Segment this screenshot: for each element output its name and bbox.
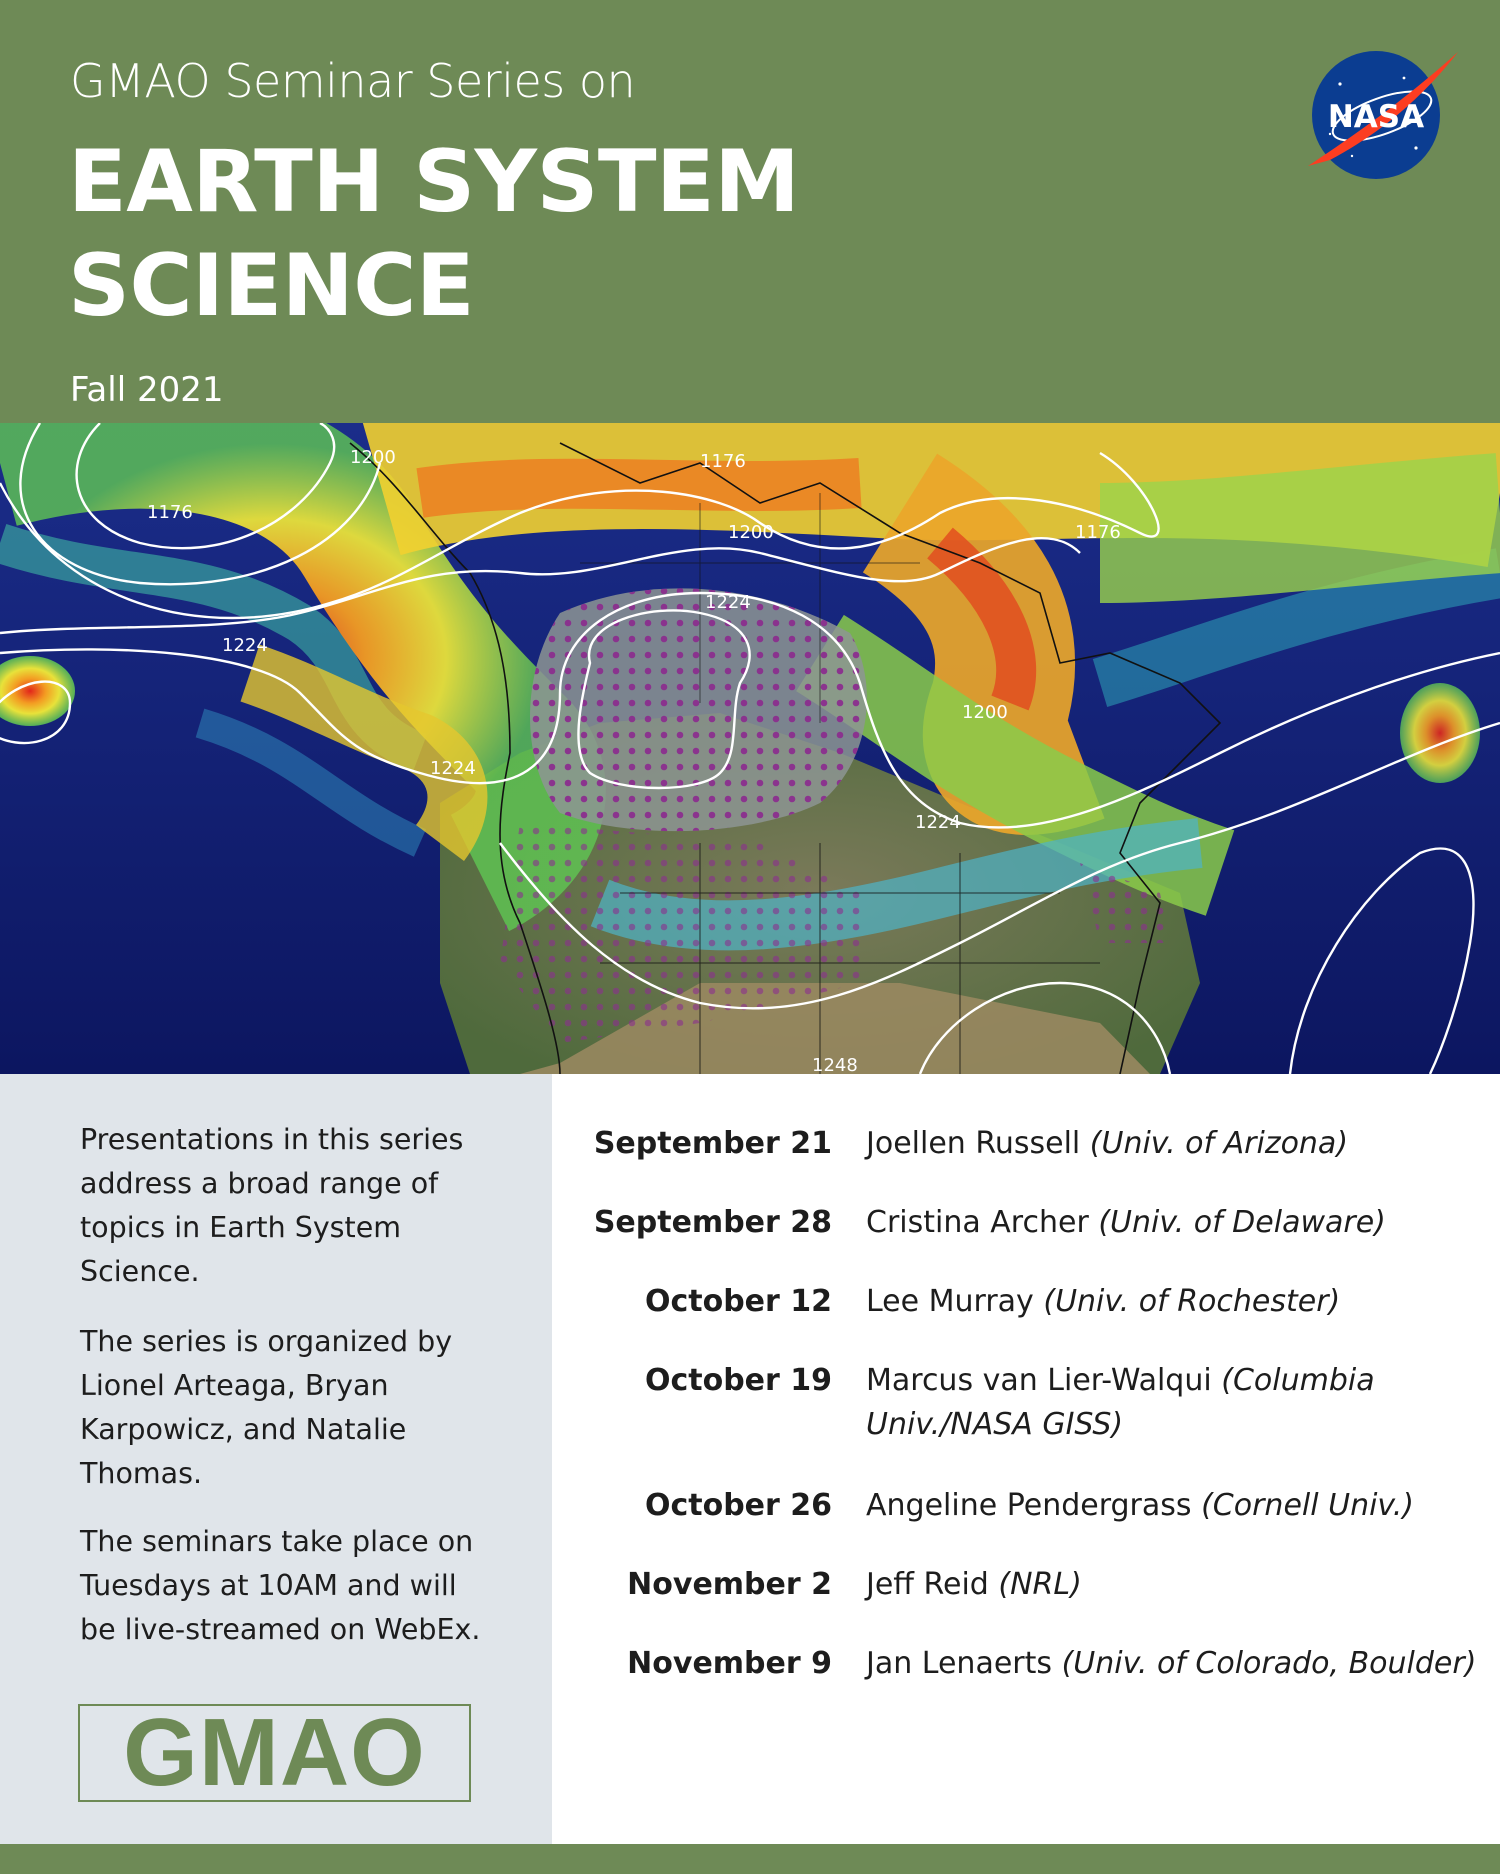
seminar-speaker — [866, 1484, 1486, 1528]
seminar-speaker — [866, 1280, 1486, 1324]
speaker-name: Angeline Pendergrass — [866, 1488, 1192, 1523]
contour-label: 1176 — [700, 451, 746, 472]
seminar-date: October 19 — [644, 1363, 832, 1398]
series-subtitle: GMAO Seminar Series on — [70, 54, 636, 108]
schedule-info-paragraph: The seminars take place on Tuesdays at 10AM and will be live-streamed on WebEx. — [80, 1525, 481, 1646]
weather-map-image — [0, 423, 1500, 1074]
seminar-date: October 12 — [644, 1284, 832, 1319]
speaker-affiliation: (Columbia Univ./NASA GISS) — [866, 1363, 1375, 1442]
series-title-line-2: SCIENCE — [68, 236, 475, 336]
speaker-name: Lee Murray — [866, 1284, 1034, 1319]
seminar-speaker — [866, 1122, 1486, 1166]
contour-label: 1200 — [728, 522, 774, 543]
seminar-speaker — [866, 1563, 1486, 1607]
series-title-line-1: EARTH SYSTEM — [68, 132, 800, 232]
contour-label: 1224 — [705, 592, 751, 613]
seminar-date: October 26 — [644, 1488, 832, 1523]
nasa-logo-icon — [1300, 48, 1460, 180]
contour-label: 1176 — [147, 502, 193, 523]
speaker-affiliation: (Univ. of Colorado, Boulder) — [1061, 1646, 1477, 1681]
nasa-logo-text: NASA — [1327, 99, 1425, 135]
season-label: Fall 2021 — [70, 370, 224, 410]
seminar-date: September 28 — [593, 1205, 832, 1240]
seminar-speaker — [866, 1642, 1486, 1686]
speaker-name: Marcus van Lier-Walqui — [866, 1363, 1212, 1398]
speaker-name: Joellen Russell — [866, 1126, 1081, 1161]
contour-label: 1224 — [915, 812, 961, 833]
contour-label: 1248 — [812, 1055, 858, 1074]
contour-label: 1176 — [1075, 522, 1121, 543]
speaker-affiliation: (Cornell Univ.) — [1201, 1488, 1414, 1523]
gmao-logo-text: GMAO — [123, 1699, 426, 1806]
seminar-speaker — [866, 1359, 1486, 1447]
speaker-name: Cristina Archer — [866, 1205, 1089, 1240]
contour-label: 1224 — [430, 758, 476, 779]
organizers-paragraph: The series is organized by Lionel Arteaga, Bryan Karpowicz, and Natalie Thomas. — [80, 1325, 453, 1490]
intro-paragraph: Presentations in this series address a broad range of topics in Earth System Science. — [80, 1123, 464, 1288]
speaker-affiliation: (Univ. of Rochester) — [1043, 1284, 1341, 1319]
seminar-date: November 2 — [627, 1567, 832, 1602]
series-title — [68, 130, 799, 338]
gmao-logo — [78, 1699, 471, 1806]
speaker-name: Jan Lenaerts — [866, 1646, 1053, 1681]
contour-label: 1200 — [962, 702, 1008, 723]
seminar-speaker — [866, 1201, 1486, 1245]
header-banner — [0, 0, 1500, 423]
seminar-schedule — [552, 1074, 1500, 1844]
speaker-affiliation: (Univ. of Arizona) — [1089, 1126, 1349, 1161]
contour-label: 1224 — [222, 635, 268, 656]
seminar-date: September 21 — [593, 1126, 832, 1161]
speaker-affiliation: (NRL) — [998, 1567, 1082, 1602]
footer-bar — [0, 1844, 1500, 1874]
speaker-name: Jeff Reid — [866, 1567, 989, 1602]
seminar-date: November 9 — [627, 1646, 832, 1681]
contour-label: 1200 — [350, 447, 396, 468]
speaker-affiliation: (Univ. of Delaware) — [1098, 1205, 1386, 1240]
